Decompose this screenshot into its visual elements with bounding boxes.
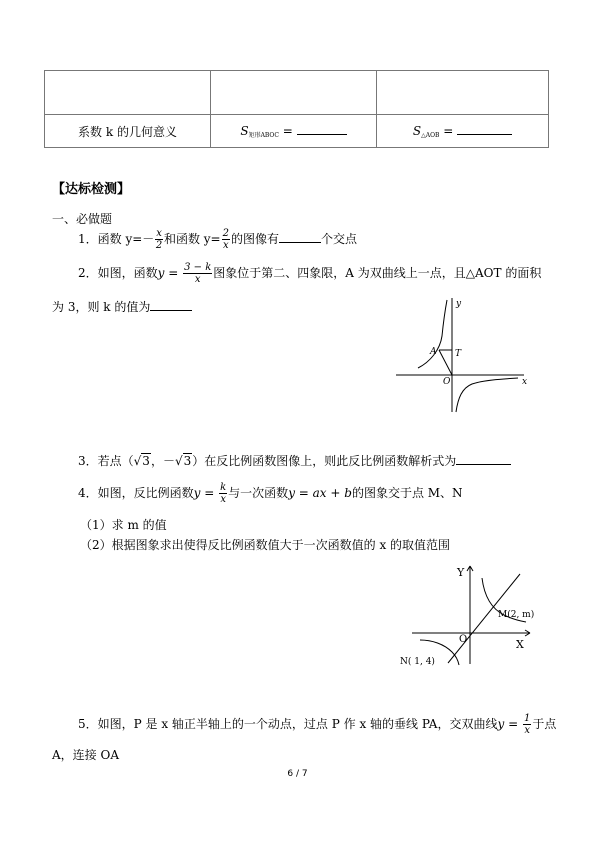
- formula-var: S: [412, 123, 422, 138]
- fraction: $\frac{1}{x}$: [523, 713, 531, 736]
- question-2-line2: 为 3，则 k 的值为: [52, 298, 192, 315]
- q2-text-b: 图象位于第二、四象限，A 为双曲线上一点，且△AOT 的面积: [213, 266, 542, 280]
- section-heading: 【达标检测】: [52, 182, 131, 197]
- label-y: y: [456, 299, 462, 309]
- answer-blank[interactable]: [456, 464, 511, 465]
- label-N: N( 1, 4): [400, 657, 435, 667]
- formula-sub: 矩形ABOC: [248, 131, 279, 139]
- q1-text-c: 的图像有: [230, 232, 279, 246]
- intersection-figure-2: [398, 560, 538, 670]
- q2-text-a: 2．如图，函数: [78, 266, 158, 280]
- fraction: $\frac{3 - k}{x}$: [184, 262, 212, 285]
- label-Y: Y: [457, 566, 465, 579]
- table-cell-formula-tri: [377, 115, 549, 148]
- question-4: 4．如图，反比例函数y = $\frac{k}{x}$ 与一次函数y = ax + b的图象交于点 M、N: [78, 482, 463, 505]
- segment-AO: [439, 350, 452, 375]
- part-title: 一、必做题: [52, 212, 113, 226]
- label-O: O: [459, 634, 468, 645]
- formula-eq: =: [439, 123, 458, 138]
- question-4-part-2: （2）根据图象求出使得反比例函数值大于一次函数值的 x 的取值范围: [80, 538, 451, 552]
- question-5-line2: A，连接 OA: [52, 748, 119, 762]
- table-cell-empty: [211, 71, 377, 115]
- table-cell-empty: [377, 71, 549, 115]
- fraction: $\frac{k}{x}$: [220, 482, 227, 505]
- answer-blank[interactable]: [150, 310, 192, 311]
- answer-blank[interactable]: [279, 242, 321, 243]
- label-A: A: [430, 347, 437, 357]
- formula-var: S: [240, 123, 249, 138]
- hyperbola-figure-1: [392, 292, 532, 417]
- question-3: 3．若点（√3，－√3）在反比例函数图像上，则此反比例函数解析式为: [78, 452, 511, 469]
- label-X: X: [516, 638, 524, 651]
- q1-text-d: 个交点: [320, 232, 357, 246]
- label-M: M(2, m): [498, 610, 535, 620]
- table-cell-empty: [45, 71, 211, 115]
- label-T: T: [455, 349, 462, 359]
- formula-eq: =: [278, 123, 297, 138]
- label-x: x: [522, 377, 528, 387]
- question-5: 5．如图，P 是 x 轴正半轴上的一个动点，过点 P 作 x 轴的垂线 PA，交双曲线y = $\frac{1}{x}$ 于点: [78, 713, 557, 736]
- question-2: 2．如图，函数y = $\frac{3 - k}{x}$ 图象位于第二、四象限，A 为双曲线上一点，且△AOT 的面积: [78, 262, 542, 285]
- row-label-text: 系数 k 的几何意义: [78, 124, 177, 139]
- q1-text-a: 1．函数 y=－: [78, 232, 155, 246]
- curve-branch-4: [456, 378, 518, 412]
- property-table: [44, 70, 549, 148]
- label-O: O: [443, 377, 451, 387]
- answer-blank[interactable]: [457, 134, 512, 135]
- formula-sub: △AOB: [421, 131, 440, 139]
- fraction: $\frac{2}{x}$: [222, 228, 229, 251]
- question-1: [78, 228, 357, 251]
- question-4-part-1: （1）求 m 的值: [80, 518, 167, 532]
- answer-blank[interactable]: [297, 134, 347, 135]
- table-row-label: [45, 115, 211, 148]
- table-cell-formula-rect: [211, 115, 377, 148]
- page-number: 6 / 7: [287, 769, 308, 779]
- q1-text-b: 和函数 y=: [163, 232, 221, 246]
- fraction: $\frac{x}{2}$: [155, 228, 163, 251]
